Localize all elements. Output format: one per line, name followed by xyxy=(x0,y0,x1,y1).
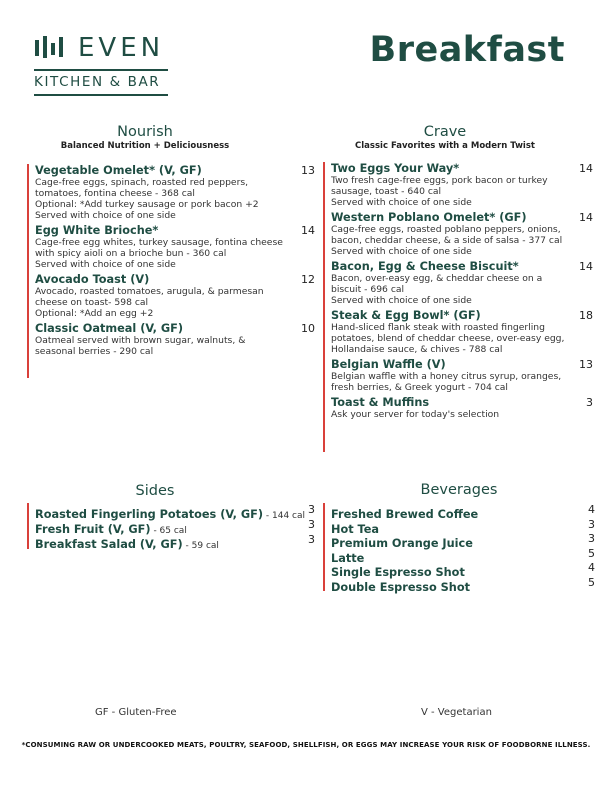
sides-header xyxy=(40,483,270,499)
menu-item xyxy=(331,211,593,257)
menu-item-name: Vegetable Omelet* (V, GF) xyxy=(35,164,202,177)
menu-item-name: Two Eggs Your Way* xyxy=(331,162,460,175)
brand-name: EVEN xyxy=(78,33,165,63)
crave-title: Crave xyxy=(423,124,467,140)
beverage-item-name: Latte xyxy=(331,551,365,565)
beverage-item-name: Hot Tea xyxy=(331,522,380,536)
menu-item-price: 13 xyxy=(579,358,593,371)
menu-item-description: biscuit - 696 cal xyxy=(331,284,405,295)
beverage-item xyxy=(331,517,595,536)
side-item-price: 3 xyxy=(308,533,315,546)
menu-item-description: Served with choice of one side xyxy=(331,295,472,306)
beverage-item xyxy=(331,532,595,550)
menu-item-price: 14 xyxy=(579,260,593,273)
menu-item-description: Oatmeal served with brown sugar, walnuts, & xyxy=(35,335,246,346)
menu-item-price: 14 xyxy=(579,211,593,224)
menu-item-description: Served with choice of one side xyxy=(35,210,176,221)
nourish-subtitle: Balanced Nutrition + Deliciousness xyxy=(60,141,230,151)
menu-item-description: tomatoes, fontina cheese - 368 cal xyxy=(35,188,195,199)
menu-item-description: Avocado, roasted tomatoes, arugula, & parmesan xyxy=(35,286,264,297)
side-item-name: Fresh Fruit (V, GF) xyxy=(35,523,151,536)
menu-item-description: Hollandaise sauce, & chives - 788 cal xyxy=(331,344,503,355)
menu-item-price: 18 xyxy=(579,309,593,322)
menu-item-price: 3 xyxy=(586,396,593,409)
beverage-item-name: Single Espresso Shot xyxy=(331,566,465,579)
page-title: Breakfast xyxy=(369,30,565,70)
nourish-header xyxy=(30,124,260,151)
beverage-item-price: 4 xyxy=(588,503,595,516)
menu-item-description: Optional: *Add turkey sausage or pork bacon +2 xyxy=(35,199,259,210)
menu-item-price: 14 xyxy=(301,224,315,237)
crave-header xyxy=(330,124,560,151)
menu-item-description: Two fresh cage-free eggs, pork bacon or turkey xyxy=(331,175,548,186)
menu-item-description: sausage, toast - 640 cal xyxy=(331,186,442,197)
menu-item-name: Egg White Brioche* xyxy=(35,224,159,237)
menu-item-name: Bacon, Egg & Cheese Biscuit* xyxy=(331,260,519,273)
menu-item xyxy=(331,162,593,208)
nourish-title: Nourish xyxy=(117,124,173,140)
menu-item xyxy=(35,164,315,221)
beverage-item xyxy=(331,503,595,521)
beverage-item-name: Double Espresso Shot xyxy=(331,580,470,594)
menu-item-price: 13 xyxy=(301,164,315,177)
beverage-item xyxy=(331,561,595,579)
menu-item xyxy=(35,273,315,319)
menu-item-name: Western Poblano Omelet* (GF) xyxy=(331,211,527,224)
side-item-name: Roasted Fingerling Potatoes (V, GF) xyxy=(35,508,264,521)
menu-item-description: Optional: *Add an egg +2 xyxy=(35,308,154,319)
menu-item-description: Cage-free eggs, roasted poblano peppers, onions, xyxy=(331,224,561,235)
side-item xyxy=(35,533,315,551)
beverage-item-price: 3 xyxy=(588,532,595,545)
sides-menu xyxy=(27,503,315,549)
beverage-item-price: 4 xyxy=(588,561,595,574)
menu-item xyxy=(331,358,593,393)
beverage-item xyxy=(331,575,595,594)
menu-item-description: Cage-free eggs, spinach, roasted red peppers, xyxy=(35,177,249,188)
menu-item-description: Ask your server for today's selection xyxy=(331,409,500,420)
menu-item-description: cheese on toast- 598 cal xyxy=(35,297,149,308)
side-item-calories: - 65 cal xyxy=(150,526,187,536)
menu-item xyxy=(35,322,315,357)
menu-item xyxy=(331,396,593,420)
nourish-menu xyxy=(27,164,315,378)
beverage-item-name: Freshed Brewed Coffee xyxy=(331,508,479,521)
beverage-item-price: 5 xyxy=(588,546,595,560)
crave-menu xyxy=(323,162,593,452)
menu-item-name: Steak & Egg Bowl* (GF) xyxy=(331,309,481,322)
menu-item-description: Bacon, over-easy egg, & cheddar cheese on a xyxy=(331,273,543,284)
menu-item xyxy=(331,309,593,355)
menu-item xyxy=(35,224,315,270)
menu-item-description: Hand-sliced flank steak with roasted fingerling xyxy=(331,322,545,333)
menu-item-description: seasonal berries - 290 cal xyxy=(35,346,154,357)
menu-item-description: Belgian waffle with a honey citrus syrup, oranges, xyxy=(331,371,562,382)
menu-item-description: fresh berries, & Greek yogurt - 704 cal xyxy=(331,382,508,393)
side-item-price: 3 xyxy=(308,518,315,531)
menu-item-description: bacon, cheddar cheese, & a side of salsa - 377 cal xyxy=(331,235,563,246)
menu-item-name: Belgian Waffle (V) xyxy=(331,358,446,371)
menu-item-price: 14 xyxy=(579,162,593,175)
brand-logo xyxy=(34,33,170,96)
side-item xyxy=(35,503,315,521)
beverage-item-price: 3 xyxy=(588,517,595,531)
sides-title: Sides xyxy=(135,483,175,499)
beverages-title: Beverages xyxy=(420,482,498,498)
side-item-price: 3 xyxy=(308,503,315,516)
logo-underline xyxy=(34,94,168,96)
menu-item-description: with spicy aioli on a brioche bun - 360 cal xyxy=(35,248,227,259)
beverage-item-price: 5 xyxy=(588,575,595,589)
logo-bars-icon xyxy=(34,34,70,62)
side-item-calories: - 59 cal xyxy=(182,541,219,551)
menu-item-description: Served with choice of one side xyxy=(331,246,472,257)
side-item xyxy=(35,518,315,536)
menu-item-price: 12 xyxy=(301,273,315,286)
menu-item-description: Served with choice of one side xyxy=(35,259,176,270)
crave-subtitle: Classic Favorites with a Modern Twist xyxy=(355,141,535,151)
side-item-name: Breakfast Salad (V, GF) xyxy=(35,538,183,551)
menu-item xyxy=(331,260,593,306)
beverages-header xyxy=(344,482,574,498)
menu-item-name: Classic Oatmeal (V, GF) xyxy=(35,322,184,335)
legend-gluten-free: GF - Gluten-Free xyxy=(95,707,177,718)
logo-divider xyxy=(34,69,168,71)
beverage-item xyxy=(331,546,595,565)
menu-item-description: potatoes, blend of cheddar cheese, over-easy egg, xyxy=(331,333,565,344)
food-safety-disclaimer: *CONSUMING RAW OR UNDERCOOKED MEATS, POULTRY, SEAFOOD, SHELLFISH, OR EGGS MAY INCREASE YOUR RISK OF FOODBORNE ILLNESS. xyxy=(21,741,591,749)
menu-item-description: Served with choice of one side xyxy=(331,197,472,208)
menu-item-price: 10 xyxy=(301,322,315,335)
brand-subtitle: KITCHEN & BAR xyxy=(34,74,161,90)
legend-vegetarian: V - Vegetarian xyxy=(421,707,492,718)
beverages-menu xyxy=(323,503,595,594)
menu-item-name: Avocado Toast (V) xyxy=(35,273,150,286)
side-item-calories: - 144 cal xyxy=(263,511,306,521)
menu-item-name: Toast & Muffins xyxy=(331,396,430,409)
menu-item-description: Cage-free egg whites, turkey sausage, fontina cheese xyxy=(35,237,283,248)
beverage-item-name: Premium Orange Juice xyxy=(331,537,473,550)
